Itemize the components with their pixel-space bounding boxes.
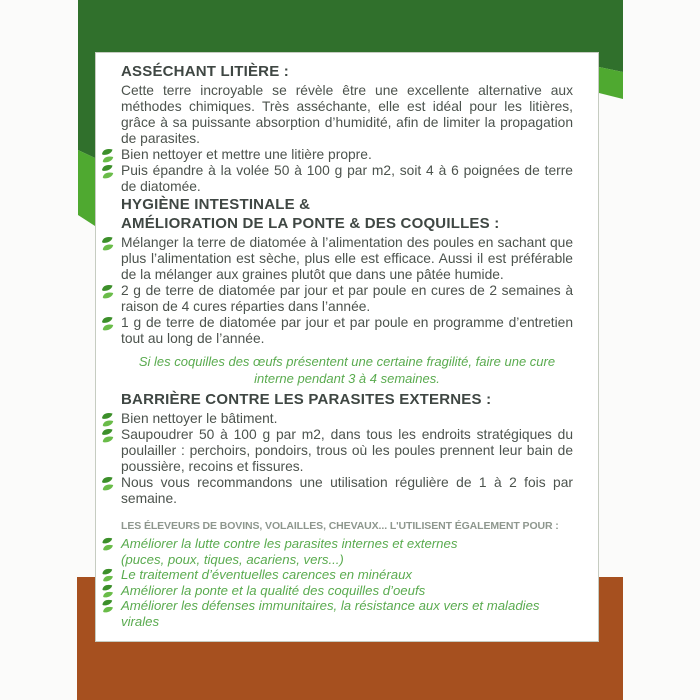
top-green-band xyxy=(78,0,623,53)
info-card xyxy=(95,52,599,642)
list-item xyxy=(121,583,573,599)
left-ribbon-shape xyxy=(78,0,95,226)
list-item xyxy=(121,427,573,475)
bullet-text: Puis épandre à la volée 50 à 100 g par m2, soit 4 à 6 poignées de terre de diatomée. xyxy=(121,163,573,194)
right-green-ribbon xyxy=(599,0,623,99)
breeders-usage-heading: LES ÉLEVEURS DE BOVINS, VOLAILLES, CHEVAUX... L'UTILISENT ÉGALEMENT POUR : xyxy=(121,520,559,532)
list-item xyxy=(121,411,573,427)
bullet-text: Saupoudrer 50 à 100 g par m2, dans tous les endroits stratégiques du poulailler : perchoirs, pondoirs, trous où les poules prennent leur bain de poussière, recoins et fissures. xyxy=(121,427,573,474)
heading-line: HYGIÈNE INTESTINALE & xyxy=(121,196,311,213)
list-item xyxy=(121,598,573,629)
left-green-ribbon xyxy=(78,0,95,226)
list-item xyxy=(121,475,573,507)
double-leaf-icon xyxy=(100,148,116,163)
list-item xyxy=(121,536,573,567)
bullet-text: Bien nettoyer et mettre une litière propre. xyxy=(121,147,372,162)
double-leaf-icon xyxy=(100,412,116,427)
footer-item-text xyxy=(121,536,573,567)
double-leaf-icon xyxy=(100,584,116,598)
double-leaf-icon xyxy=(100,428,116,443)
list-item xyxy=(121,235,573,283)
list-item xyxy=(121,283,573,315)
heading-line: AMÉLIORATION DE LA PONTE & DES COQUILLES : xyxy=(121,215,500,232)
section-heading-barriere-parasites: BARRIÈRE CONTRE LES PARASITES EXTERNES : xyxy=(121,391,492,408)
double-leaf-icon xyxy=(100,236,116,251)
bullet-text: 2 g de terre de diatomée par jour et par poule en cures de 2 semaines à raison de 4 cures réparties dans l’année. xyxy=(121,283,573,314)
right-ribbon-shape xyxy=(599,0,623,99)
double-leaf-icon xyxy=(100,599,116,613)
list-item xyxy=(121,147,573,163)
double-leaf-icon xyxy=(100,316,116,331)
bullet-text: Mélanger la terre de diatomée à l’alimentation des poules en sachant que plus l’alimentation est sèche, plus elle est efficace. Aussi il est préférable de la mélanger aux graines plutôt que dans une pâtée humide. xyxy=(121,235,573,282)
double-leaf-icon xyxy=(100,537,116,551)
bullet-text: Bien nettoyer le bâtiment. xyxy=(121,411,278,426)
double-leaf-icon xyxy=(100,164,116,179)
bullet-text: 1 g de terre de diatomée par jour et par poule en programme d’entretien tout au long de l’année. xyxy=(121,315,573,346)
double-leaf-icon xyxy=(100,568,116,582)
eggshell-fragility-note: Si les coquilles des œufs présentent une certaine fragilité, faire une cure interne pendant 3 à 4 semaines. xyxy=(138,354,556,386)
footer-item-text: Améliorer les défenses immunitaires, la résistance aux vers et maladies virales xyxy=(121,598,540,629)
assechant-intro-text: Cette terre incroyable se révèle être une excellente alternative aux méthodes chimiques. Très asséchante, elle est idéal pour les litières, grâce à sa puissante absorption d’humidité, afin de limiter la propagation de parasites. xyxy=(121,83,573,146)
bullet-text: Nous vous recommandons une utilisation régulière de 1 à 2 fois par semaine. xyxy=(121,475,573,506)
section-heading-hygiene-intestinale xyxy=(121,195,573,233)
double-leaf-icon xyxy=(100,476,116,491)
footer-item-text: Le traitement d’éventuelles carences en minéraux xyxy=(121,567,413,582)
double-leaf-icon xyxy=(100,284,116,299)
list-item xyxy=(121,567,573,583)
section-heading-assechant-litiere: ASSÉCHANT LITIÈRE : xyxy=(121,63,289,80)
list-item xyxy=(121,163,573,195)
footer-item-subline: (puces, poux, tiques, acariens, vers...) xyxy=(121,551,344,567)
list-item xyxy=(121,315,573,347)
footer-item-line: Améliorer la lutte contre les parasites internes et externes xyxy=(121,536,458,551)
footer-item-text: Améliorer la ponte et la qualité des coquilles d’oeufs xyxy=(121,582,426,598)
